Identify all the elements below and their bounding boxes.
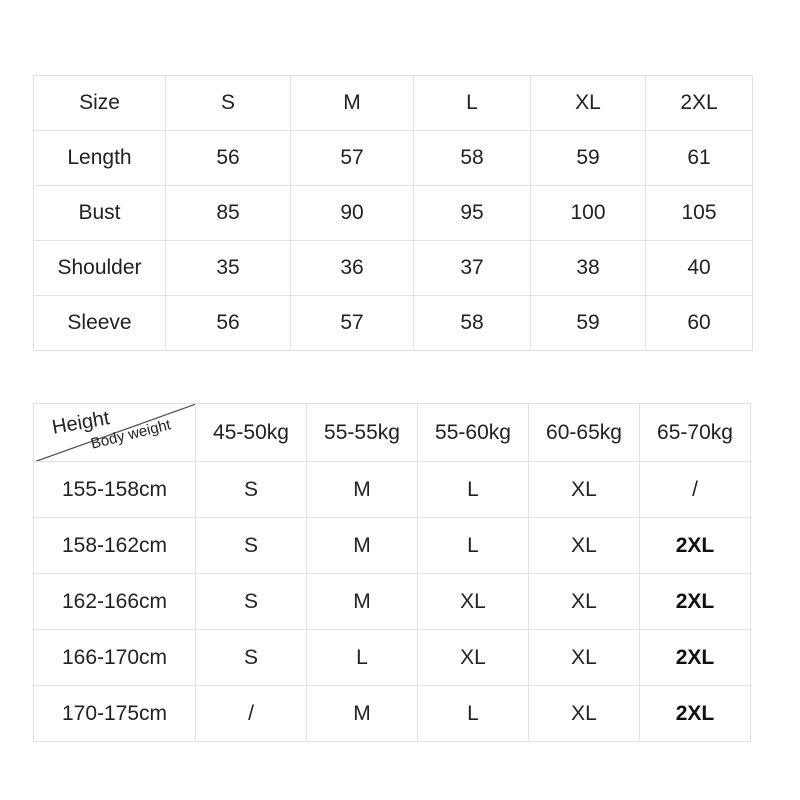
row-label: 166-170cm xyxy=(34,630,196,686)
header-cell: 60-65kg xyxy=(529,404,640,462)
header-cell: 65-70kg xyxy=(640,404,751,462)
table-cell: XL xyxy=(418,574,529,630)
table-cell: 90 xyxy=(291,186,414,241)
table-cell: M xyxy=(307,462,418,518)
table-cell: / xyxy=(196,686,307,742)
table-cell: 60 xyxy=(646,296,753,351)
table-cell: 2XL xyxy=(640,518,751,574)
header-cell: L xyxy=(414,76,531,131)
body-weight-label: Body weight xyxy=(89,416,173,453)
table-cell: 59 xyxy=(531,131,646,186)
table-cell: 56 xyxy=(166,131,291,186)
row-label: Bust xyxy=(34,186,166,241)
table-cell: 40 xyxy=(646,241,753,296)
table-cell: M xyxy=(307,518,418,574)
table-cell: 57 xyxy=(291,296,414,351)
table-cell: 58 xyxy=(414,131,531,186)
table-cell: 2XL xyxy=(640,630,751,686)
row-label: Sleeve xyxy=(34,296,166,351)
table-row xyxy=(34,630,751,686)
table-cell: 100 xyxy=(531,186,646,241)
table-row xyxy=(34,296,753,351)
row-label: 162-166cm xyxy=(34,574,196,630)
table-cell: 58 xyxy=(414,296,531,351)
table-cell: XL xyxy=(529,630,640,686)
table-cell: 61 xyxy=(646,131,753,186)
header-cell: Size xyxy=(34,76,166,131)
table-cell: 36 xyxy=(291,241,414,296)
table-row xyxy=(34,186,753,241)
table-cell: 85 xyxy=(166,186,291,241)
table-cell: S xyxy=(196,518,307,574)
table-row xyxy=(34,574,751,630)
header-row xyxy=(34,76,753,131)
table-cell: XL xyxy=(529,574,640,630)
table-cell: M xyxy=(307,686,418,742)
table-cell: L xyxy=(307,630,418,686)
table-cell: S xyxy=(196,462,307,518)
row-label: 155-158cm xyxy=(34,462,196,518)
table-cell: 2XL xyxy=(640,686,751,742)
row-label: Shoulder xyxy=(34,241,166,296)
table-cell: 37 xyxy=(414,241,531,296)
table-cell: L xyxy=(418,518,529,574)
table-cell: 105 xyxy=(646,186,753,241)
size-measurement-table xyxy=(33,75,753,351)
header-cell: M xyxy=(291,76,414,131)
table-cell: S xyxy=(196,574,307,630)
table-cell: XL xyxy=(418,630,529,686)
table-cell: L xyxy=(418,686,529,742)
table-cell: 38 xyxy=(531,241,646,296)
table-cell: 95 xyxy=(414,186,531,241)
table-cell: 59 xyxy=(531,296,646,351)
table-cell: L xyxy=(418,462,529,518)
row-label: Length xyxy=(34,131,166,186)
header-cell: XL xyxy=(531,76,646,131)
table-row xyxy=(34,462,751,518)
header-cell: 55-55kg xyxy=(307,404,418,462)
row-label: 158-162cm xyxy=(34,518,196,574)
table-row xyxy=(34,131,753,186)
header-cell: 55-60kg xyxy=(418,404,529,462)
table-row xyxy=(34,241,753,296)
table-cell: 56 xyxy=(166,296,291,351)
header-row xyxy=(34,404,751,462)
table-cell: / xyxy=(640,462,751,518)
height-label: Height xyxy=(50,407,112,439)
height-weight-fit-table xyxy=(33,403,751,742)
header-cell: 2XL xyxy=(646,76,753,131)
table-cell: 2XL xyxy=(640,574,751,630)
header-cell: S xyxy=(166,76,291,131)
row-label: 170-175cm xyxy=(34,686,196,742)
table-cell: XL xyxy=(529,686,640,742)
table-row xyxy=(34,686,751,742)
table-cell: M xyxy=(307,574,418,630)
table-cell: XL xyxy=(529,462,640,518)
header-cell: 45-50kg xyxy=(196,404,307,462)
table-cell: S xyxy=(196,630,307,686)
corner-header-cell xyxy=(34,404,196,462)
table-cell: XL xyxy=(529,518,640,574)
table-cell: 35 xyxy=(166,241,291,296)
table-row xyxy=(34,518,751,574)
table-cell: 57 xyxy=(291,131,414,186)
